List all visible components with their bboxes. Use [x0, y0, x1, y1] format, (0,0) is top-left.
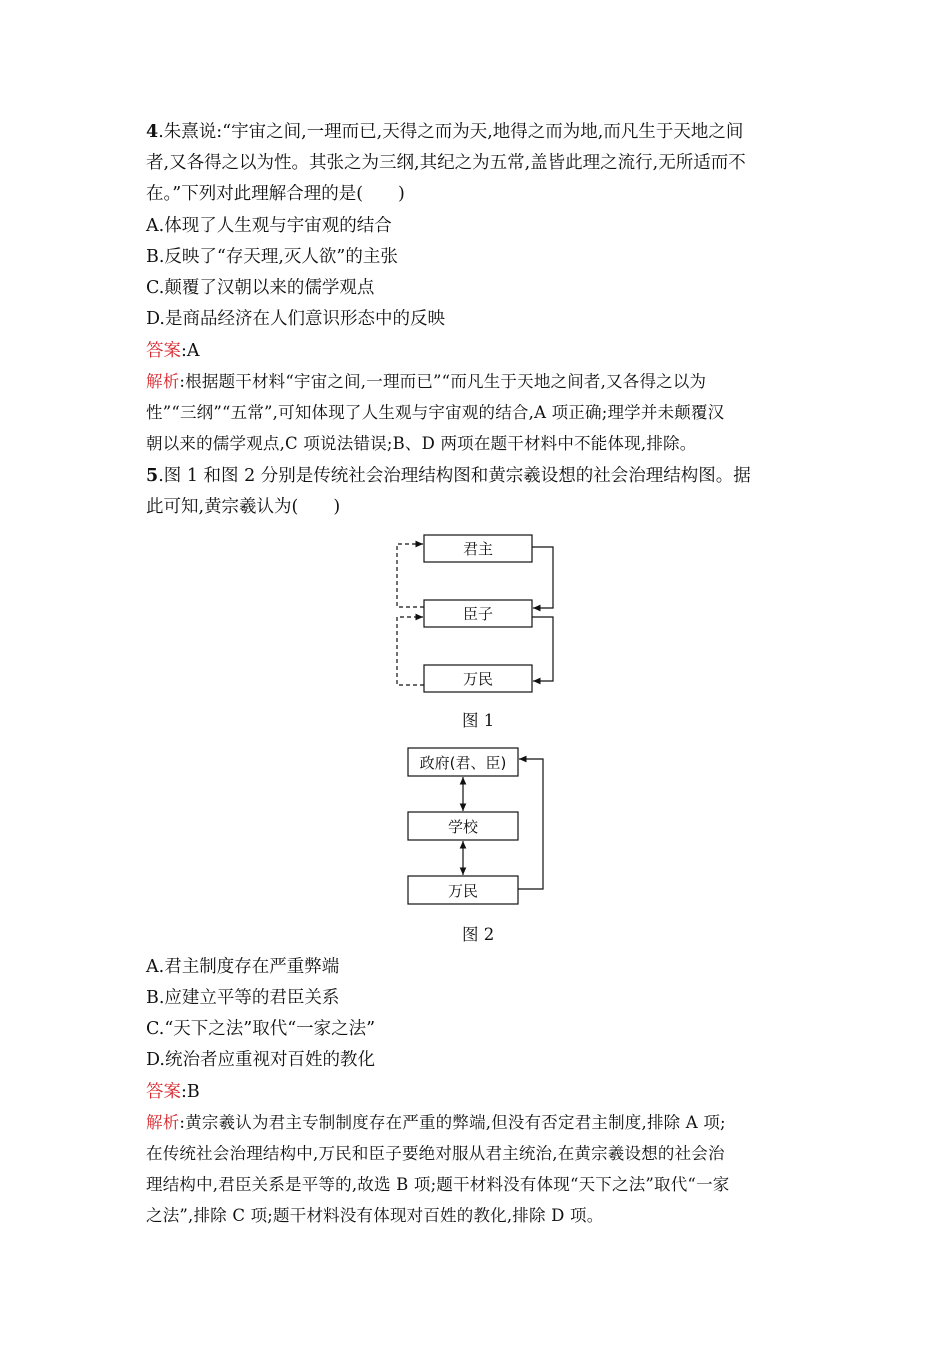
fig1-dashed-minister-to-ruler — [397, 544, 424, 607]
figure-1-caption: 图 1 — [462, 711, 495, 730]
figure-1 — [397, 535, 553, 692]
q5-option-c: C.“天下之法”取代“一家之法” — [146, 1019, 376, 1039]
q4-explanation-line-3: 朝以来的儒学观点,C 项说法错误;B、D 两项在题干材料中不能体现,排除。 — [146, 434, 697, 453]
q4-option-b: B.反映了“存天理,灭人欲”的主张 — [146, 247, 398, 267]
q5-option-d: D.统治者应重视对百姓的教化 — [146, 1050, 375, 1070]
q5-option-a: A.君主制度存在严重弊端 — [146, 957, 340, 977]
q4-explanation-label: 解析 — [146, 372, 180, 391]
fig1-label-people: 万民 — [462, 670, 494, 688]
fig2-arrow-people-to-government — [518, 759, 543, 889]
fig2-label-people: 万民 — [447, 882, 479, 900]
fig1-arrow-minister-to-people — [532, 617, 553, 681]
q5-stem-line-1: 5.图 1 和图 2 分别是传统社会治理结构图和黄宗羲设想的社会治理结构图。据 — [146, 466, 751, 486]
q4-answer-value: :A — [181, 341, 200, 361]
fig1-arrow-ruler-to-minister — [532, 547, 553, 608]
q5-explanation-line-3: 理结构中,君臣关系是平等的,故选 B 项;题干材料没有体现“天下之法”取代“一家 — [146, 1175, 730, 1194]
q5-explanation-line-1: 解析:黄宗羲认为君主专制制度存在严重的弊端,但没有否定君主制度,排除 A 项; — [146, 1113, 726, 1132]
fig1-label-ruler: 君主 — [462, 540, 494, 558]
q5-answer — [146, 1080, 200, 1104]
q4-stem-line-3: 在。”下列对此理解合理的是( ) — [146, 184, 405, 204]
q4-number: 4 — [146, 122, 159, 142]
q5-explanation-line-2: 在传统社会治理结构中,万民和臣子要绝对服从君主统治,在黄宗羲设想的社会治 — [146, 1144, 725, 1163]
figure-2 — [408, 748, 543, 904]
q4-explanation-line-2: 性”“三纲”“五常”,可知体现了人生观与宇宙观的结合,A 项正确;理学并未颠覆汉 — [146, 403, 725, 422]
q4-stem-line-1: 4.朱熹说:“宇宙之间,一理而已,天得之而为天,地得之而为地,而凡生于天地之间 — [146, 122, 744, 142]
q5-number: 5 — [146, 466, 159, 486]
q4-stem-line-2: 者,又各得之以为性。其张之为三纲,其纪之为五常,盖皆此理之流行,无所适而不 — [146, 153, 746, 173]
q4-option-a: A.体现了人生观与宇宙观的结合 — [146, 216, 392, 236]
fig1-label-minister: 臣子 — [462, 605, 494, 623]
fig2-label-government: 政府(君、臣) — [419, 754, 507, 772]
q5-answer-value: :B — [181, 1082, 200, 1102]
q4-option-d: D.是商品经济在人们意识形态中的反映 — [146, 309, 445, 329]
q5-explanation-label: 解析 — [146, 1113, 180, 1132]
q5-explanation-line-4: 之法”,排除 C 项;题干材料没有体现对百姓的教化,排除 D 项。 — [146, 1206, 604, 1225]
q5-answer-label: 答案 — [146, 1082, 181, 1102]
figure-2-caption: 图 2 — [462, 925, 495, 944]
fig1-dashed-people-to-minister — [397, 617, 424, 685]
q4-option-c: C.颠覆了汉朝以来的儒学观点 — [146, 278, 375, 298]
q5-option-b: B.应建立平等的君臣关系 — [146, 988, 340, 1008]
q4-answer-label: 答案 — [146, 341, 181, 361]
q4-explanation-line-1: 解析:根据题干材料“宇宙之间,一理而已”“而凡生于天地之间者,又各得之以为 — [146, 372, 707, 391]
q5-stem-line-2: 此可知,黄宗羲认为( ) — [146, 497, 341, 517]
fig2-label-school: 学校 — [447, 818, 479, 836]
